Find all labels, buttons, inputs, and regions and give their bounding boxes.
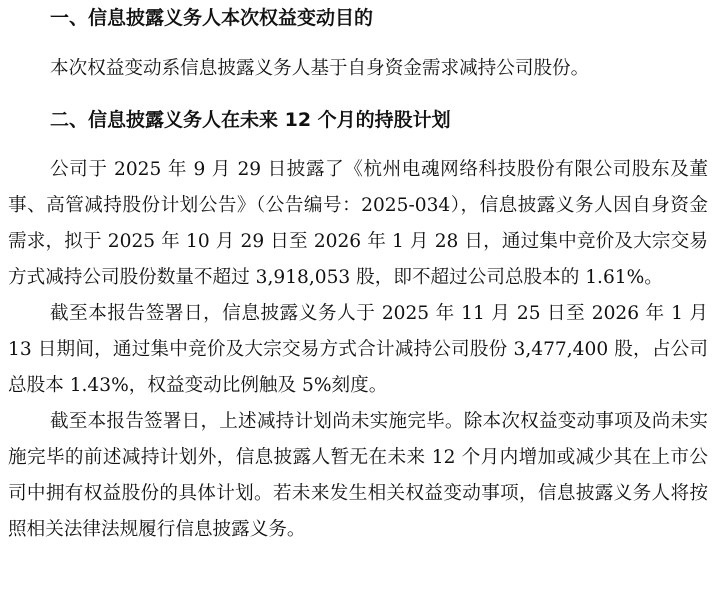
purpose-paragraph: 本次权益变动系信息披露义务人基于自身资金需求减持公司股份。 [50,58,590,79]
holding-plan-paragraph-3: 截至本报告签署日，上述减持计划尚未实施完毕。除本次权益变动事项及尚未实施完毕的前述减持计划外，信息披露人暂无在未来 12 个月内增加或减少其在上市公司中拥有权益股份的具体计划。若未来发生相关权益变动事项，信息披露义务人将按照相关法律法规履行信息披露义务。 [8,411,708,540]
holding-plan-paragraph-1: 公司于 2025 年 9 月 29 日披露了《杭州电魂网络科技股份有限公司股东及董事、高管减持股份计划公告》（公告编号：2025-034），信息披露义务人因自身资金需求，拟于 2025 年 10 月 29 日至 2026 年 1 月 28 日，通过集中竞价及大宗交易方式减持公司股份数量不超过 3,918,053 股，即不超过公司总股本的 1.61%。 [8,159,708,288]
section-heading-purpose: 一、信息披露义务人本次权益变动目的 [50,7,374,29]
holding-plan-body [8,152,708,548]
section-heading-holding-plan: 二、信息披露义务人在未来 12 个月的持股计划 [50,109,451,131]
holding-plan-paragraph-2: 截至本报告签署日，信息披露义务人于 2025 年 11 月 25 日至 2026 年 1 月 13 日期间，通过集中竞价及大宗交易方式合计减持公司股份 3,477,400 股，占公司总股本 1.43%，权益变动比例触及 5%刻度。 [8,303,708,396]
